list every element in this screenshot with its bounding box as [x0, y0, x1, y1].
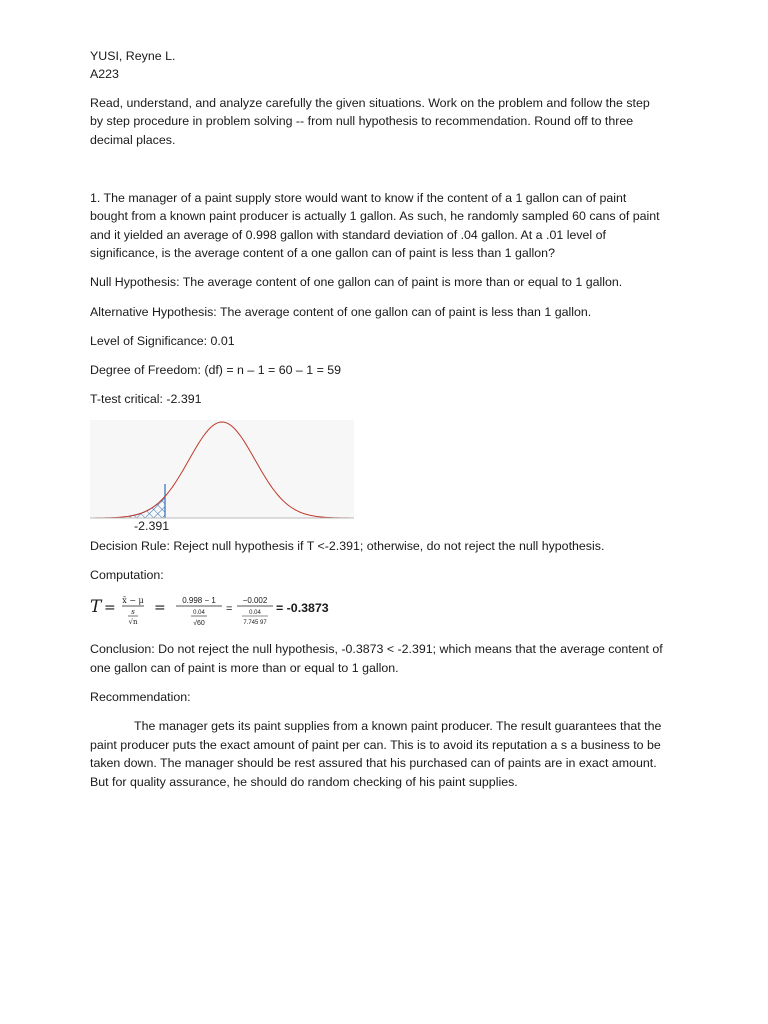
formula-eq: = — [154, 600, 166, 616]
formula-num2: −0.002 — [242, 596, 268, 605]
instructions-line: by step procedure in problem solving -- from null hypothesis to recommendation. Round off to three — [90, 114, 634, 128]
recommendation-line: But for quality assurance, he should do random checking of his paint supplies. — [90, 775, 518, 789]
null-hypothesis: Null Hypothesis: The average content of one gallon can of paint is more than or equal to 1 gallon. — [90, 275, 623, 289]
formula-eq: = — [226, 603, 233, 615]
recommendation-line: taken down. The manager should be rest assured that his purchased can of paints are in exact amount. — [90, 756, 657, 770]
instructions-line: decimal places. — [90, 133, 176, 147]
problem-line: bought from a known paint producer is actually 1 gallon. As such, he randomly sampled 60 cans of paint — [90, 209, 660, 223]
formula-result: = -0.3873 — [276, 601, 329, 615]
conclusion-line: Conclusion: Do not reject the null hypothesis, -0.3873 < -2.391; which means that the average content of — [90, 642, 663, 656]
recommendation-line: paint producer puts the exact amount of paint per can. This is to avoid its reputation a s a business to be — [90, 738, 661, 752]
critical-value-label: -2.391 — [134, 519, 170, 532]
conclusion-line: one gallon can of paint is more than or equal to 1 gallon. — [90, 661, 399, 675]
formula-eq: = — [104, 600, 116, 616]
t-formula — [90, 593, 410, 633]
section-code: A223 — [90, 67, 119, 81]
t-distribution-chart — [90, 420, 354, 532]
degree-of-freedom: Degree of Freedom: (df) = n – 1 = 60 – 1 = 59 — [90, 363, 342, 377]
instructions-line: Read, understand, and analyze carefully the given situations. Work on the problem and follow the step — [90, 96, 650, 110]
formula-den1-bottom: √60 — [193, 620, 205, 627]
problem-line: 1. The manager of a paint supply store would want to know if the content of a 1 gallon can of paint — [90, 191, 627, 205]
t-critical: T-test critical: -2.391 — [90, 392, 202, 406]
level-of-significance: Level of Significance: 0.01 — [90, 334, 235, 348]
decision-rule: Decision Rule: Reject null hypothesis if T <-2.391; otherwise, do not reject the null hypothesis. — [90, 539, 605, 553]
formula-den2-bottom: 7.745 97 — [243, 620, 267, 626]
problem-line: and it yielded an average of 0.998 gallon with standard deviation of .04 gallon. At a .01 level of — [90, 228, 606, 242]
recommendation-label: Recommendation: — [90, 690, 191, 704]
formula-s: s — [131, 608, 135, 616]
computation-label: Computation: — [90, 568, 164, 582]
alternative-hypothesis: Alternative Hypothesis: The average content of one gallon can of paint is less than 1 gallon. — [90, 305, 592, 319]
chart-background — [90, 420, 354, 518]
formula-den1-top: 0.04 — [193, 610, 205, 616]
formula-sqrt-n: √n — [128, 618, 138, 626]
student-name: YUSI, Reyne L. — [90, 49, 176, 63]
formula-T: T — [90, 597, 102, 617]
formula-den2-top: 0.04 — [249, 610, 261, 616]
problem-line: significance, is the average content of a one gallon can of paint is less than 1 gallon? — [90, 246, 555, 260]
formula-num1: 0.998 − 1 — [182, 596, 216, 605]
formula-xbar-mu: x̄ − μ — [122, 596, 144, 605]
recommendation-line: The manager gets its paint supplies from a known paint producer. The result guarantees that the — [134, 719, 662, 733]
